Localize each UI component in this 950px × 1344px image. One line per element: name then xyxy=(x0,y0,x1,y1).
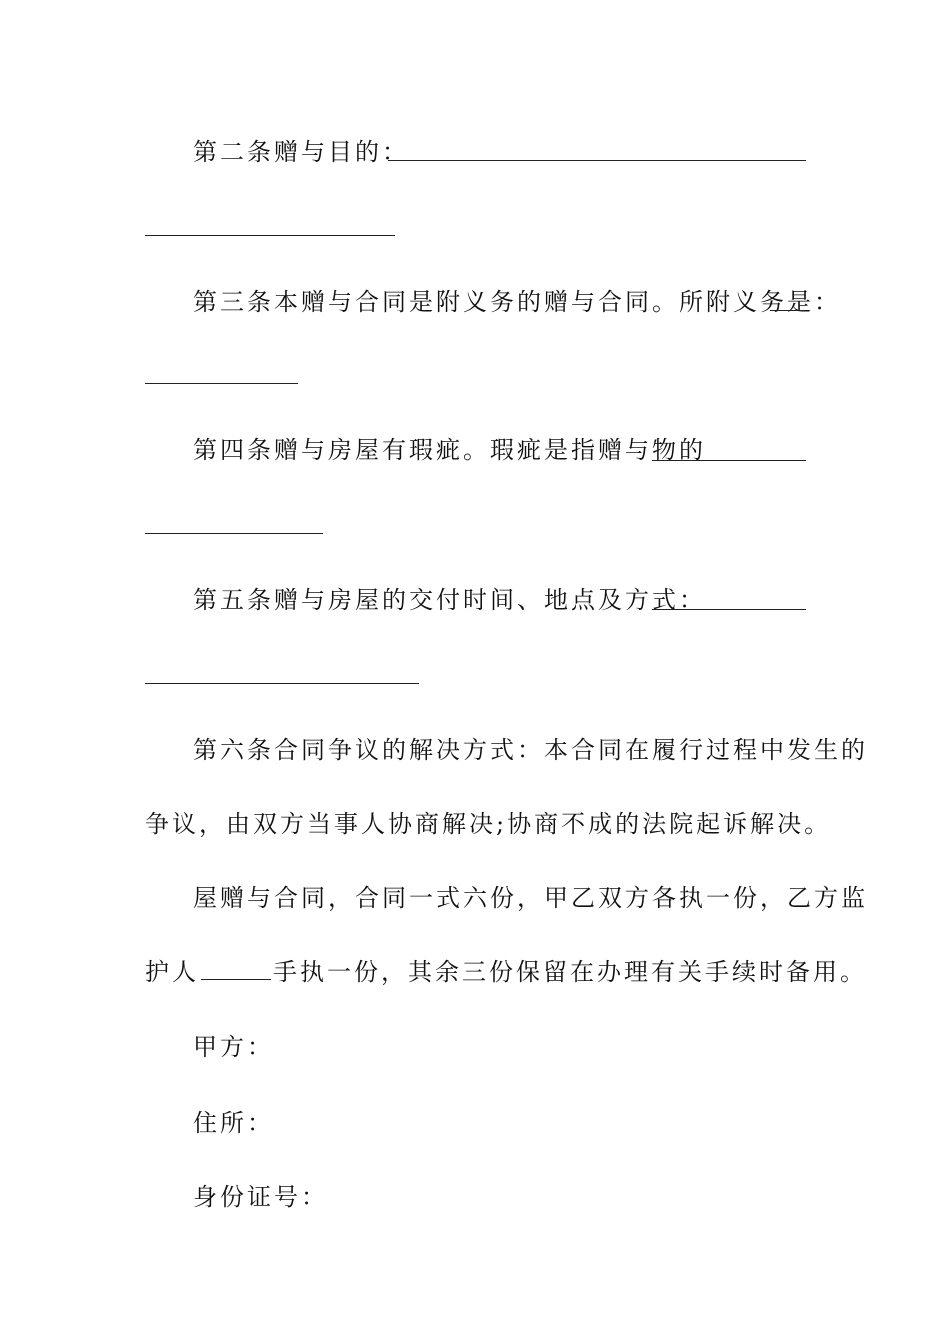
article-3-blank-line-1 xyxy=(770,310,806,311)
article-3-blank-line-2 xyxy=(145,383,298,384)
article-5-blank-line-2 xyxy=(145,683,419,684)
article-3-text: 第三条本赠与合同是附义务的赠与合同。所附义务是： xyxy=(193,288,841,316)
copies-line-2 xyxy=(0,952,950,992)
copies-line-1: 屋赠与合同，合同一式六份，甲乙双方各执一份，乙方监 xyxy=(193,884,868,912)
article-6-line-1: 第六条合同争议的解决方式：本合同在履行过程中发生的 xyxy=(193,736,868,764)
article-4-text: 第四条赠与房屋有瑕疵。瑕疵是指赠与物的 xyxy=(193,436,706,464)
copies-line-2-start: 护人 xyxy=(145,958,199,986)
id-number-label: 身份证号： xyxy=(193,1183,328,1211)
article-5-blank-line-1 xyxy=(652,609,806,610)
article-2-blank-line-1 xyxy=(388,160,806,161)
article-6-line-2: 争议，由双方当事人协商解决;协商不成的法院起诉解决。 xyxy=(145,810,832,838)
party-a-label: 甲方： xyxy=(193,1033,274,1061)
article-4-blank-line-2 xyxy=(145,533,323,534)
guardian-name-blank xyxy=(201,957,271,980)
article-5-text: 第五条赠与房屋的交付时间、地点及方式： xyxy=(193,586,706,614)
article-2-blank-line-2 xyxy=(145,235,395,236)
article-2-label: 第二条赠与目的： xyxy=(193,138,409,166)
article-4-blank-line-1 xyxy=(652,460,806,461)
address-label: 住所： xyxy=(193,1109,274,1137)
copies-line-2-end: 手执一份，其余三份保留在办理有关手续时备用。 xyxy=(273,958,867,986)
